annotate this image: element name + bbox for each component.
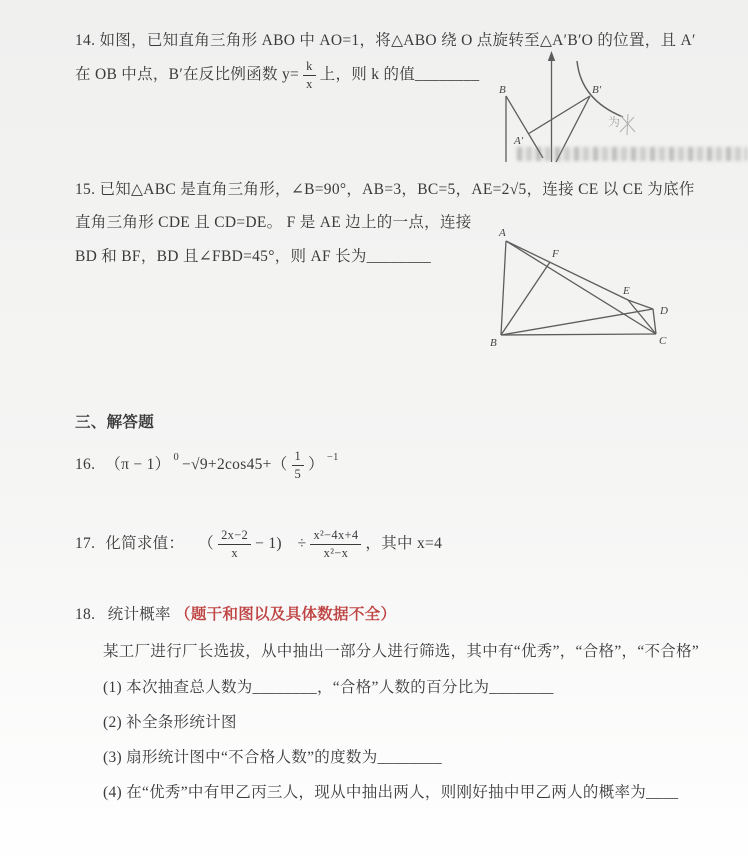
q17-fraction1 bbox=[218, 528, 251, 560]
q18-header bbox=[75, 605, 396, 624]
q17-expression bbox=[75, 524, 442, 564]
q14-watermark-char: 为 bbox=[608, 115, 621, 129]
q14-line1: 14. 如图，已知直角三角形 ABO 中 AO=1，将△ABO 绕 O 点旋转至△A′B′O 的位置，且 A′ bbox=[75, 32, 696, 49]
segment-AC bbox=[506, 241, 656, 334]
q17-middle: − 1) ÷ bbox=[255, 535, 307, 553]
q14-fraction-numerator: k bbox=[303, 59, 316, 75]
q14-label-B-prime: B′ bbox=[592, 84, 602, 96]
segment-AB bbox=[501, 241, 506, 335]
q15-line2: 直角三角形 CDE 且 CD=DE。 F 是 AE 边上的一点，连接 bbox=[75, 214, 472, 231]
q16-exponent-minus-one: −1 bbox=[326, 452, 339, 464]
q15-figure bbox=[486, 224, 696, 354]
q17-fraction2 bbox=[310, 528, 361, 560]
q17-fraction1-denominator: x bbox=[231, 545, 238, 560]
q14-label-B: B bbox=[499, 84, 506, 96]
q16-exponent-zero: 0 bbox=[173, 452, 180, 464]
q18-item-2: (2) 补全条形统计图 bbox=[103, 714, 237, 731]
q15-label-E: E bbox=[623, 285, 630, 297]
segment-BD bbox=[501, 309, 653, 335]
q16-fraction bbox=[292, 449, 305, 481]
q14-label-A-prime: A′ bbox=[514, 135, 524, 147]
segment-BC bbox=[501, 334, 656, 335]
section3-title: 三、解答题 bbox=[75, 414, 155, 431]
q16-middle: −√9+2cos45+（ bbox=[182, 456, 288, 474]
q16-fraction-denominator: 5 bbox=[294, 466, 302, 481]
q18-intro: 某工厂进行厂长选拔，从中抽出一部分人进行筛选，其中有“优秀”，“合格”，“不合格” bbox=[103, 643, 700, 660]
q16-open: （π − 1） bbox=[105, 456, 171, 474]
q15-label-B: B bbox=[490, 337, 497, 349]
q18-item-1: (1) 本次抽查总人数为________，“合格”人数的百分比为________ bbox=[103, 679, 554, 696]
q18-number: 18. bbox=[75, 606, 96, 623]
q14-line2 bbox=[75, 58, 479, 92]
q15-label-C: C bbox=[659, 335, 667, 347]
y-axis-arrowhead bbox=[548, 51, 555, 61]
q14-line2-post: 上，则 k 的值________ bbox=[319, 66, 480, 84]
q16-close: ） bbox=[308, 456, 324, 474]
q14-line2-pre: 在 OB 中点，B′在反比例函数 y= bbox=[75, 66, 300, 84]
q15-label-F: F bbox=[552, 248, 559, 260]
q17-fraction2-denominator: x²−x bbox=[323, 545, 349, 560]
q16-fraction-numerator: 1 bbox=[292, 449, 305, 465]
q15-label-A: A bbox=[499, 227, 506, 239]
q17-open: （ bbox=[198, 535, 215, 553]
q14-fraction-denominator: x bbox=[306, 76, 313, 91]
illegible-smudge bbox=[517, 147, 747, 161]
q18-item-3: (3) 扇形统计图中“不合格人数”的度数为________ bbox=[103, 749, 442, 766]
q17-number: 17. bbox=[75, 535, 96, 553]
segment-BF bbox=[501, 262, 550, 335]
q17-tail: ，其中 x=4 bbox=[365, 535, 443, 553]
segment-AE bbox=[506, 241, 628, 300]
q14-fraction bbox=[303, 59, 316, 91]
q14-watermark-scribble bbox=[620, 114, 635, 135]
q18-red-note: （题干和图以及具体数据不全） bbox=[175, 606, 397, 623]
q15-line3: BD 和 BF，BD 且∠FBD=45°，则 AF 长为________ bbox=[75, 248, 432, 265]
q15-line1: 15. 已知△ABC 是直角三角形，∠B=90°，AB=3，BC=5，AE=2√5，连接 CE 以 CE 为底作 bbox=[75, 181, 695, 198]
q15-label-D: D bbox=[660, 305, 668, 317]
q17-fraction2-numerator: x²−4x+4 bbox=[310, 528, 361, 544]
q16-number: 16. bbox=[75, 456, 96, 474]
q18-item-4: (4) 在“优秀”中有甲乙丙三人，现从中抽出两人，则刚好抽中甲乙两人的概率为____ bbox=[103, 784, 679, 801]
q17-fraction1-numerator: 2x−2 bbox=[218, 528, 251, 544]
q16-expression bbox=[75, 448, 340, 482]
q18-title: 统计概率 bbox=[107, 606, 171, 623]
q17-label: 化简求值： bbox=[105, 535, 185, 553]
